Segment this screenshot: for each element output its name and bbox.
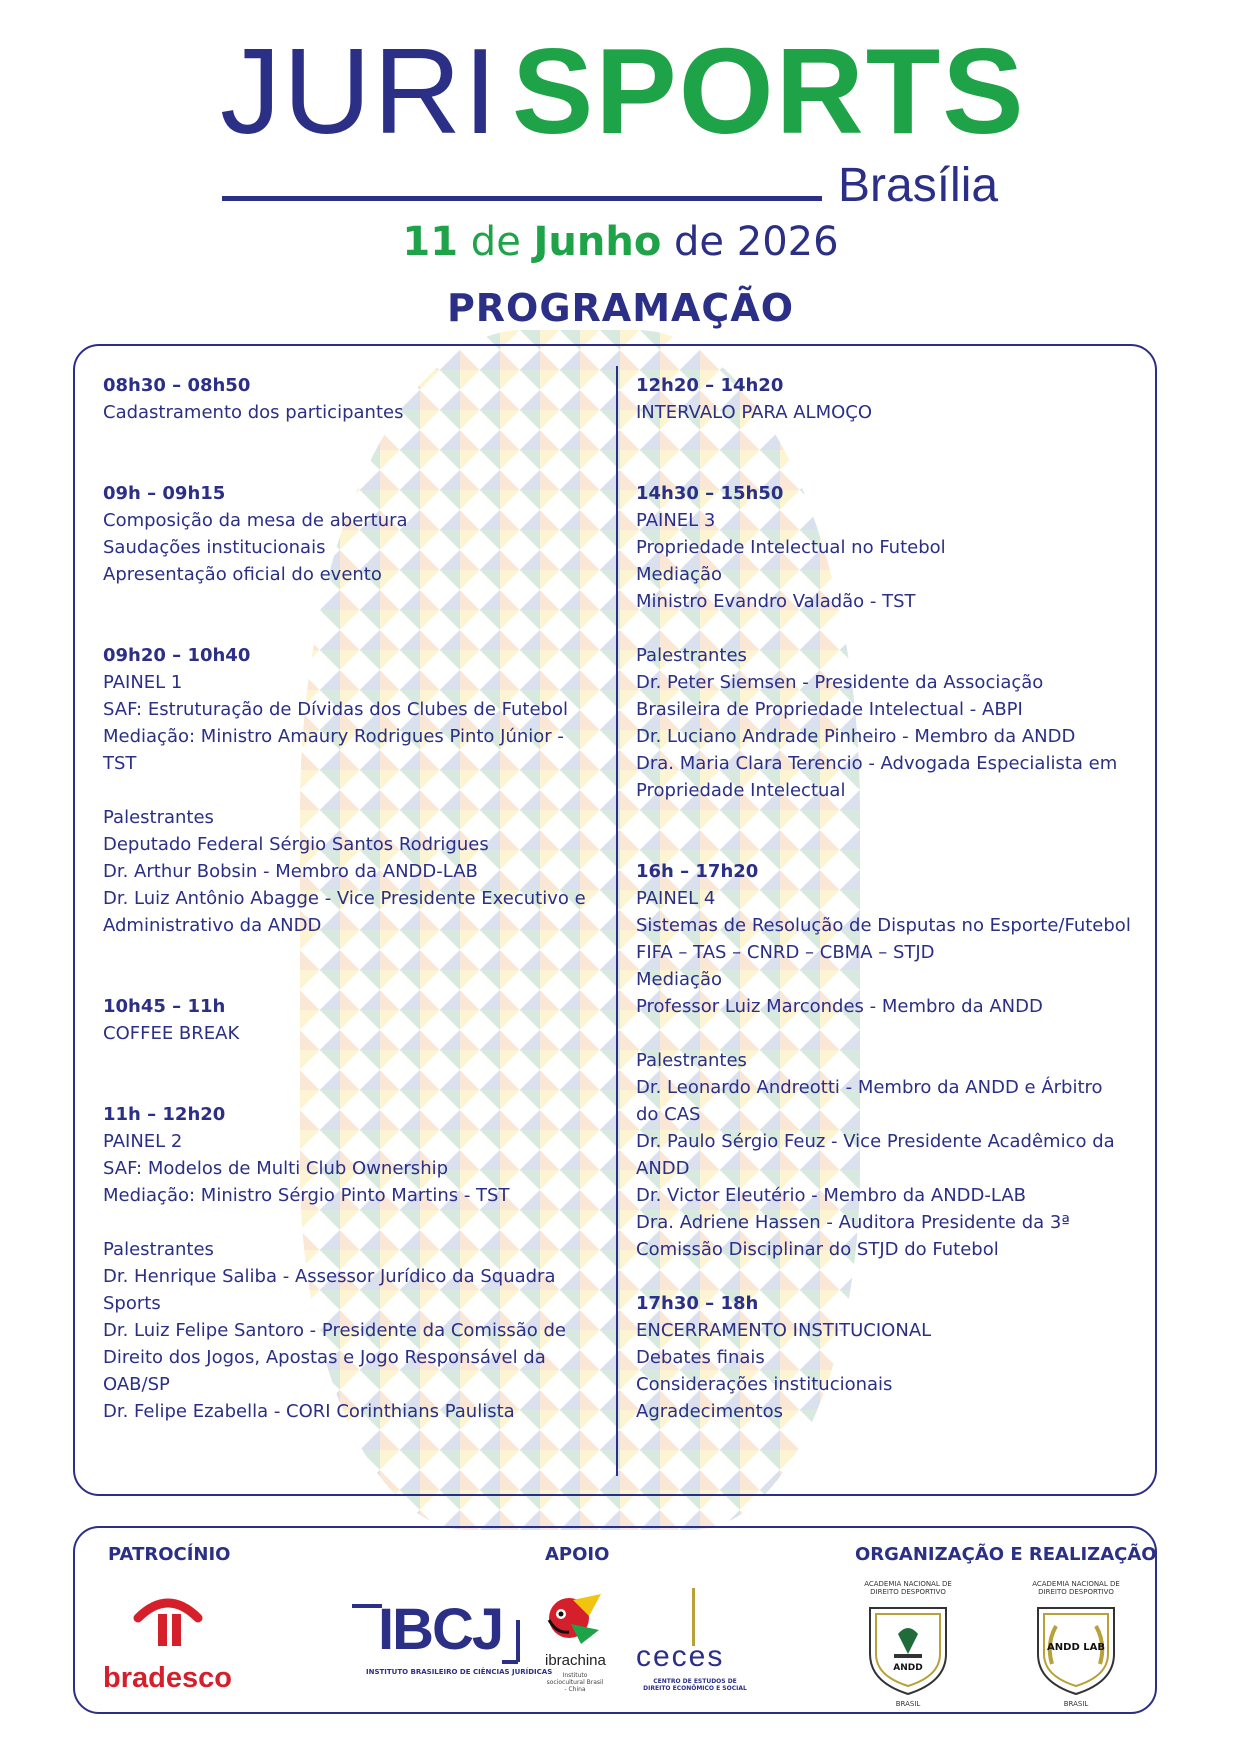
schedule-time: 09h20 – 10h40 <box>103 645 251 666</box>
speaker-line: Dr. Luciano Andrade Pinheiro - Membro da ANDD <box>636 726 1076 747</box>
schedule-line: TST <box>103 753 137 774</box>
schedule-line: Debates finais <box>636 1347 765 1368</box>
andd-seal-icon <box>858 1604 958 1696</box>
ibcj-logo-subtitle: INSTITUTO BRASILEIRO DE CIÊNCIAS JURÍDICAS <box>366 1668 553 1676</box>
schedule-time: 10h45 – 11h <box>103 996 226 1017</box>
speaker-line: Dr. Henrique Saliba - Assessor Jurídico da Squadra <box>103 1266 556 1287</box>
schedule-line: Agradecimentos <box>636 1401 784 1422</box>
schedule-right-column <box>636 372 1136 1425</box>
schedule-line: Apresentação oficial do evento <box>103 564 382 585</box>
speakers-label: Palestrantes <box>636 645 747 666</box>
speaker-line: Dra. Adriene Hassen - Auditora Presidente da 3ª <box>636 1212 1070 1233</box>
schedule-line: Mediação: Ministro Amaury Rodrigues Pinto Júnior - <box>103 726 564 747</box>
ibrachina-parrot-icon <box>543 1590 605 1648</box>
schedule-line: ENCERRAMENTO INSTITUCIONAL <box>636 1320 932 1341</box>
schedule-time: 12h20 – 14h20 <box>636 375 784 396</box>
schedule-block <box>636 1290 1136 1425</box>
speaker-line: Dr. Luiz Felipe Santoro - Presidente da Comissão de <box>103 1320 566 1341</box>
speaker-line: Dr. Luiz Antônio Abagge - Vice Presidente Executivo e <box>103 888 586 909</box>
schedule-block <box>103 993 603 1047</box>
schedule-line: Professor Luiz Marcondes - Membro da ANDD <box>636 996 1043 1017</box>
andd-lab-seal-country: BRASIL <box>1063 1700 1089 1708</box>
schedule-block <box>103 1101 603 1425</box>
speaker-line: Administrativo da ANDD <box>103 915 322 936</box>
schedule-time: 08h30 – 08h50 <box>103 375 251 396</box>
schedule-line: Saudações institucionais <box>103 537 326 558</box>
schedule-line: Composição da mesa de abertura <box>103 510 408 531</box>
speaker-line: Dr. Peter Siemsen - Presidente da Associação <box>636 672 1044 693</box>
schedule-line: PAINEL 1 <box>103 672 183 693</box>
bradesco-logo-text: bradesco <box>103 1662 232 1694</box>
page-title: PROGRAMAÇÃO <box>446 286 795 330</box>
schedule-block <box>636 372 1136 426</box>
ibrachina-logo-subtitle: Instituto sociocultural Brasil - China <box>546 1672 604 1693</box>
speaker-line: Brasileira de Propriedade Intelectual - ABPI <box>636 699 1023 720</box>
schedule-time: 17h30 – 18h <box>636 1293 759 1314</box>
andd-lab-seal-icon <box>1026 1604 1126 1696</box>
logo-sports: SPORTS <box>512 23 1026 159</box>
speaker-line: Propriedade Intelectual <box>636 780 846 801</box>
schedule-line: Sistemas de Resolução de Disputas no Esporte/Futebol <box>636 915 1131 936</box>
schedule-line: INTERVALO PARA ALMOÇO <box>636 402 873 423</box>
schedule-line: Considerações institucionais <box>636 1374 893 1395</box>
date-de: de <box>458 219 534 265</box>
schedule-time: 16h – 17h20 <box>636 861 759 882</box>
organization-label: ORGANIZAÇÃO E REALIZAÇÃO <box>855 1544 1157 1565</box>
schedule-block <box>103 642 603 939</box>
speaker-line: Direito dos Jogos, Apostas e Jogo Responsável da <box>103 1347 546 1368</box>
schedule-line: Mediação <box>636 969 723 990</box>
support-label: APOIO <box>545 1544 610 1565</box>
schedule-line: Cadastramento dos participantes <box>103 402 404 423</box>
speakers-label: Palestrantes <box>636 1050 747 1071</box>
header <box>0 0 1241 340</box>
schedule-time: 14h30 – 15h50 <box>636 483 784 504</box>
ibrachina-logo-text: ibrachina <box>545 1652 606 1669</box>
speakers-label: Palestrantes <box>103 807 214 828</box>
ceces-logo-text: ceces <box>636 1640 725 1673</box>
schedule-block <box>103 372 603 426</box>
schedule-line: SAF: Modelos de Multi Club Ownership <box>103 1158 449 1179</box>
speaker-line: ANDD <box>636 1158 690 1179</box>
logo-underline <box>222 196 822 201</box>
bradesco-logo-icon <box>128 1588 208 1648</box>
ceces-logo-subtitle: CENTRO DE ESTUDOS DE DIREITO ECONÔMICO E SOCIAL <box>643 1678 747 1692</box>
schedule-line: PAINEL 2 <box>103 1131 183 1152</box>
schedule-block <box>636 480 1136 804</box>
speaker-line: Dr. Arthur Bobsin - Membro da ANDD-LAB <box>103 861 478 882</box>
andd-lab-seal-label: ACADEMIA NACIONAL DE DIREITO DESPORTIVO <box>1032 1580 1120 1596</box>
speaker-line: Deputado Federal Sérgio Santos Rodrigues <box>103 834 489 855</box>
date-month: Junho <box>533 219 662 265</box>
schedule-line: Propriedade Intelectual no Futebol <box>636 537 946 558</box>
speaker-line: do CAS <box>636 1104 701 1125</box>
schedule-time: 11h – 12h20 <box>103 1104 226 1125</box>
logo-city: Brasília <box>838 159 999 212</box>
speaker-line: Comissão Disciplinar do STJD do Futebol <box>636 1239 999 1260</box>
andd-seal-label: ACADEMIA NACIONAL DE DIREITO DESPORTIVO <box>864 1580 952 1596</box>
speaker-line: OAB/SP <box>103 1374 170 1395</box>
schedule-line: FIFA – TAS – CNRD – CBMA – STJD <box>636 942 935 963</box>
speaker-line: Dr. Victor Eleutério - Membro da ANDD-LAB <box>636 1185 1026 1206</box>
schedule-line: Ministro Evandro Valadão - TST <box>636 591 916 612</box>
speaker-line: Dr. Felipe Ezabella - CORI Corinthians Paulista <box>103 1401 515 1422</box>
date-year: de 2026 <box>661 219 839 265</box>
event-date <box>0 219 1241 265</box>
sponsor-label: PATROCÍNIO <box>108 1544 231 1565</box>
andd-seal-country: BRASIL <box>895 1700 921 1708</box>
schedule-line: Mediação <box>636 564 723 585</box>
speaker-line: Sports <box>103 1293 161 1314</box>
schedule-line: PAINEL 3 <box>636 510 716 531</box>
schedule-block <box>103 480 603 588</box>
date-day: 11 <box>402 219 459 265</box>
speaker-line: Dr. Leonardo Andreotti - Membro da ANDD e Árbitro <box>636 1077 1103 1098</box>
schedule-left-column <box>103 372 603 1425</box>
andd-seal-name: ANDD <box>893 1663 923 1673</box>
schedule-line: PAINEL 4 <box>636 888 716 909</box>
schedule-line: SAF: Estruturação de Dívidas dos Clubes de Futebol <box>103 699 568 720</box>
andd-lab-seal-name: ANDD LAB <box>1047 1642 1105 1653</box>
speaker-line: Dr. Paulo Sérgio Feuz - Vice Presidente Acadêmico da <box>636 1131 1115 1152</box>
column-divider <box>616 366 618 1476</box>
logo-juri: JURI <box>220 23 500 159</box>
schedule-time: 09h – 09h15 <box>103 483 226 504</box>
ibcj-logo-text: IBCJ <box>378 1597 503 1662</box>
speaker-line: Dra. Maria Clara Terencio - Advogada Especialista em <box>636 753 1118 774</box>
schedule-line: COFFEE BREAK <box>103 1023 240 1044</box>
ceces-logo-bar <box>692 1588 695 1646</box>
schedule-block <box>636 858 1136 1263</box>
speakers-label: Palestrantes <box>103 1239 214 1260</box>
schedule-line: Mediação: Ministro Sérgio Pinto Martins - TST <box>103 1185 510 1206</box>
